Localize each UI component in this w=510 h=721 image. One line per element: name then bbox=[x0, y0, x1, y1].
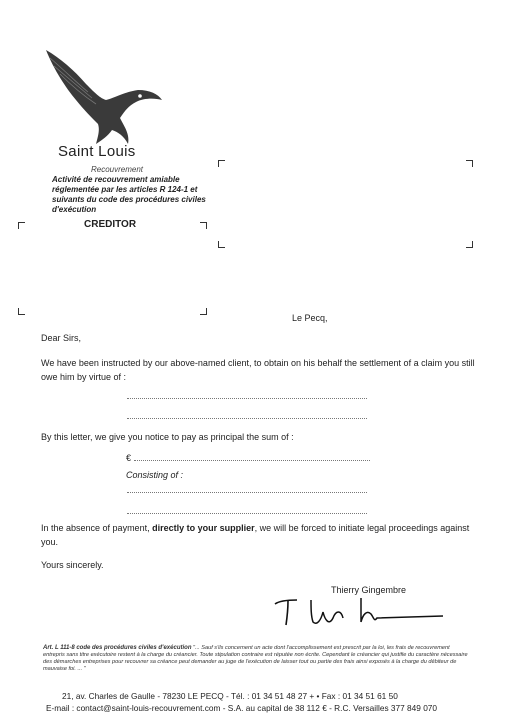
paragraph-2: By this letter, we give you notice to pay as principal the sum of : bbox=[41, 432, 294, 442]
signatory-name: Thierry Gingembre bbox=[331, 585, 407, 595]
letter-place: Le Pecq, bbox=[292, 313, 328, 323]
closing: Yours sincerely. bbox=[41, 560, 104, 570]
brand-tagline: Recouvrement bbox=[91, 165, 144, 174]
eagle-logo bbox=[40, 40, 165, 152]
recipient-corner-bl bbox=[218, 241, 225, 248]
recipient-corner-tr bbox=[466, 160, 473, 167]
activity-statement: Activité de recouvrement amiable réglementée par les articles R 124-1 et suivants du code des procédures civiles d'exécution bbox=[52, 175, 206, 214]
footer-address: 21, av. Charles de Gaulle - 78230 LE PECQ - Tél. : 01 34 51 48 27 + • Fax : 01 34 51 61 50 bbox=[62, 691, 398, 701]
recipient-corner-tl bbox=[218, 160, 225, 167]
claim-line-2 bbox=[127, 418, 367, 419]
legal-text: "... Sauf s'ils concernent un acte dont l'accomplissement est prescrit par la loi, les frais de recouvrement entrepris sans titre exécutoire restent à la charge du créancier. Toute stipulation contraire est réputée non écrite. Cependant le créancier qui justifie du caractère nécessaire des démarches entreprises pour recouvrer sa créance peut demander au juge de l'exécution de laisser tout ou partie des frais ainsi exposés à la charge du débiteur de mauvaise foi. ... " bbox=[43, 645, 468, 672]
creditor-corner-tr bbox=[200, 222, 207, 229]
consisting-label: Consisting of : bbox=[126, 470, 184, 480]
footer-contact: E-mail : contact@saint-louis-recouvrement.com - S.A. au capital de 38 112 € - R.C. Versailles 377 849 070 bbox=[46, 703, 438, 713]
creditor-label: CREDITOR bbox=[84, 219, 137, 230]
claim-line-1 bbox=[127, 398, 367, 399]
currency-symbol: € bbox=[126, 453, 132, 463]
creditor-corner-bl bbox=[18, 308, 25, 315]
paragraph-1: We have been instructed by our above-named client, to obtain on his behalf the settlement of a claim you still owe him by virtue of : bbox=[41, 358, 475, 382]
legal-article: Art. L 111-8 code des procédures civiles d'exécution bbox=[43, 645, 192, 651]
brand-name: Saint Louis bbox=[58, 143, 136, 160]
consisting-line-1 bbox=[127, 492, 367, 493]
creditor-corner-tl bbox=[18, 222, 25, 229]
recipient-corner-br bbox=[466, 241, 473, 248]
handwritten-signature bbox=[273, 592, 448, 630]
creditor-corner-br bbox=[200, 308, 207, 315]
amount-line bbox=[134, 460, 370, 461]
salutation: Dear Sirs, bbox=[41, 333, 82, 343]
paragraph-3-emphasis: directly to your supplier bbox=[152, 523, 255, 533]
paragraph-3: In the absence of payment, directly to your supplier, we will be forced to initiate legal proceedings against you. bbox=[41, 523, 470, 547]
consisting-line-2 bbox=[127, 513, 367, 514]
legal-note bbox=[43, 645, 468, 673]
